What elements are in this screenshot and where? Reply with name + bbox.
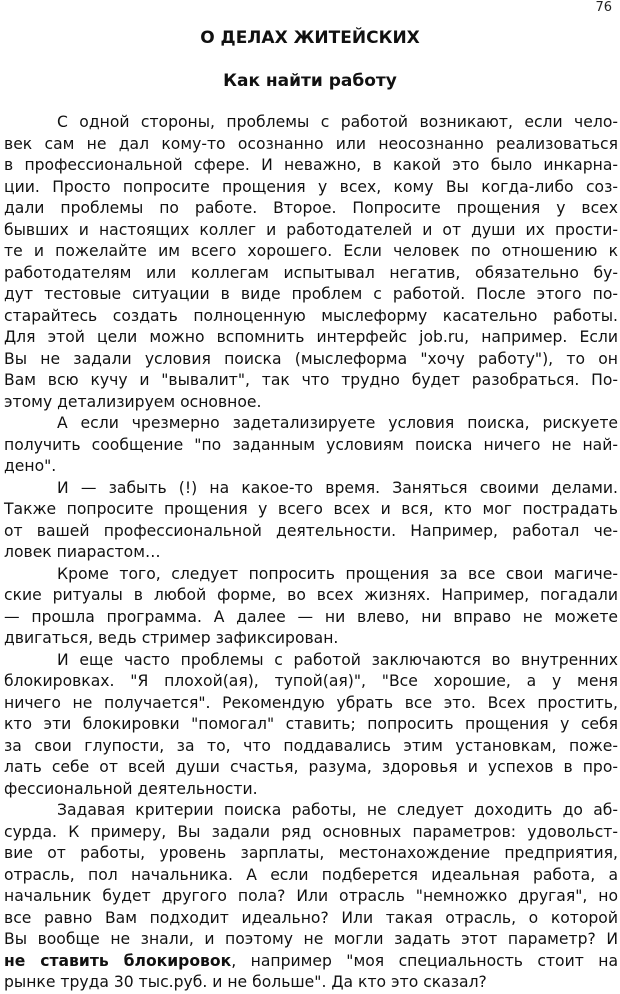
line-text: , например "моя специальность стоит на: [231, 951, 618, 970]
page-number: 76: [595, 0, 612, 15]
text-line: двигаться, ведь стример зафиксирован.: [4, 629, 339, 647]
text-line: блокировках. "Я плохой(ая), тупой(ая)", "Все хорошие, а у меня: [4, 672, 618, 690]
text-line: лать себе от всей души счастья, разума, здоровья и успехов в про-: [4, 758, 618, 776]
text-line: [4, 951, 618, 973]
text-line: И еще часто проблемы с работой заключаются во внутренних: [57, 650, 618, 669]
text-line: век сам не дал кому-то осознанно или неосознанно реализоваться: [4, 134, 618, 153]
text-line: И — забыть (!) на какое-то время. Заняться своими делами.: [57, 478, 618, 497]
text-line: ловек пиарастом…: [4, 543, 161, 561]
chapter-title: О ДЕЛАХ ЖИТЕЙСКИХ: [200, 28, 420, 48]
text-line: Вы не задали условия поиска (мыслеформа "хочу работу"), то он: [4, 349, 618, 368]
text-line: бывших и настоящих коллег и работодателей и от души их прости-: [4, 220, 618, 239]
text-line: те и пожелайте им всего хорошего. Если человек по отношению к: [4, 242, 618, 260]
text-line: начальник будет другого пола? Или отрасль "немножко другая", но: [4, 887, 618, 905]
text-line: дали проблемы по работе. Второе. Попросите прощения у всех: [4, 199, 618, 217]
text-line: за свои глупости, за то, что поддавались этим установкам, поже-: [4, 736, 618, 755]
bold-phrase: не ставить блокировок: [4, 951, 232, 970]
text-line: Вы вообще не знали, и поэтому не могли задать этот параметр? И: [4, 930, 618, 948]
text-line: Кроме того, следует попросить прощения за все свои магиче-: [57, 564, 618, 583]
text-line: Вам всю кучу и "вывалит", так что трудно будет разобраться. По-: [4, 371, 618, 389]
text-line: от вашей профессиональной деятельности. Например, работал че-: [4, 521, 618, 540]
text-line: кто эти блокировки "помогал" ставить; попросить прощения у себя: [4, 715, 618, 733]
text-line: Также попросите прощения у всего всех и вся, кто мог пострадать: [4, 500, 618, 518]
text-line: старайтесь создать полноценную мыслеформу касательно работы.: [4, 306, 618, 325]
text-line: этому детализируем основное.: [4, 392, 262, 411]
text-line: вие от работы, уровень зарплаты, местонахождение предприятия,: [4, 844, 618, 862]
text-line: фессиональной деятельности.: [4, 779, 258, 798]
text-line: Задавая критерии поиска работы, не следует доходить до аб-: [57, 801, 618, 819]
text-line: все равно Вам подходит идеально? Или такая отрасль, о которой: [4, 908, 618, 927]
article-body: [4, 112, 618, 994]
text-line: сурда. К примеру, Вы задали ряд основных параметров: удовольст-: [4, 822, 618, 841]
text-line: — прошла программа. А далее — ни влево, ни вправо не можете: [4, 607, 618, 626]
section-title: Как найти работу: [223, 71, 397, 91]
text-line: рынке труда 30 тыс.руб. и не больше". Да кто это сказал?: [4, 973, 487, 991]
text-line: в профессиональной сфере. И неважно, в какой это было инкарна-: [4, 156, 618, 174]
text-line: дут тестовые ситуации в виде проблем с работой. После этого по-: [4, 285, 618, 303]
text-line: ции. Просто попросите прощения у всех, кому Вы когда-либо соз-: [4, 177, 618, 196]
text-line: отрасль, пол начальника. А если подберется идеальная работа, а: [4, 865, 618, 884]
text-line: ские ритуалы в любой форме, во всех жизнях. Например, погадали: [4, 586, 618, 604]
text-line: дено".: [4, 457, 57, 475]
text-line: Для этой цели можно вспомнить интерфейс job.ru, например. Если: [4, 328, 618, 346]
text-line: А если чрезмерно задетализируете условия поиска, рискуете: [57, 414, 618, 432]
text-line: работодателям или коллегам испытывал негатив, обязательно бу-: [4, 263, 618, 282]
text-line: С одной стороны, проблемы с работой возникают, если чело-: [57, 113, 618, 131]
text-line: ничего не получается". Рекомендую убрать все это. Всех простить,: [4, 693, 618, 712]
text-line: получить сообщение "по заданным условиям поиска ничего не най-: [4, 435, 618, 454]
